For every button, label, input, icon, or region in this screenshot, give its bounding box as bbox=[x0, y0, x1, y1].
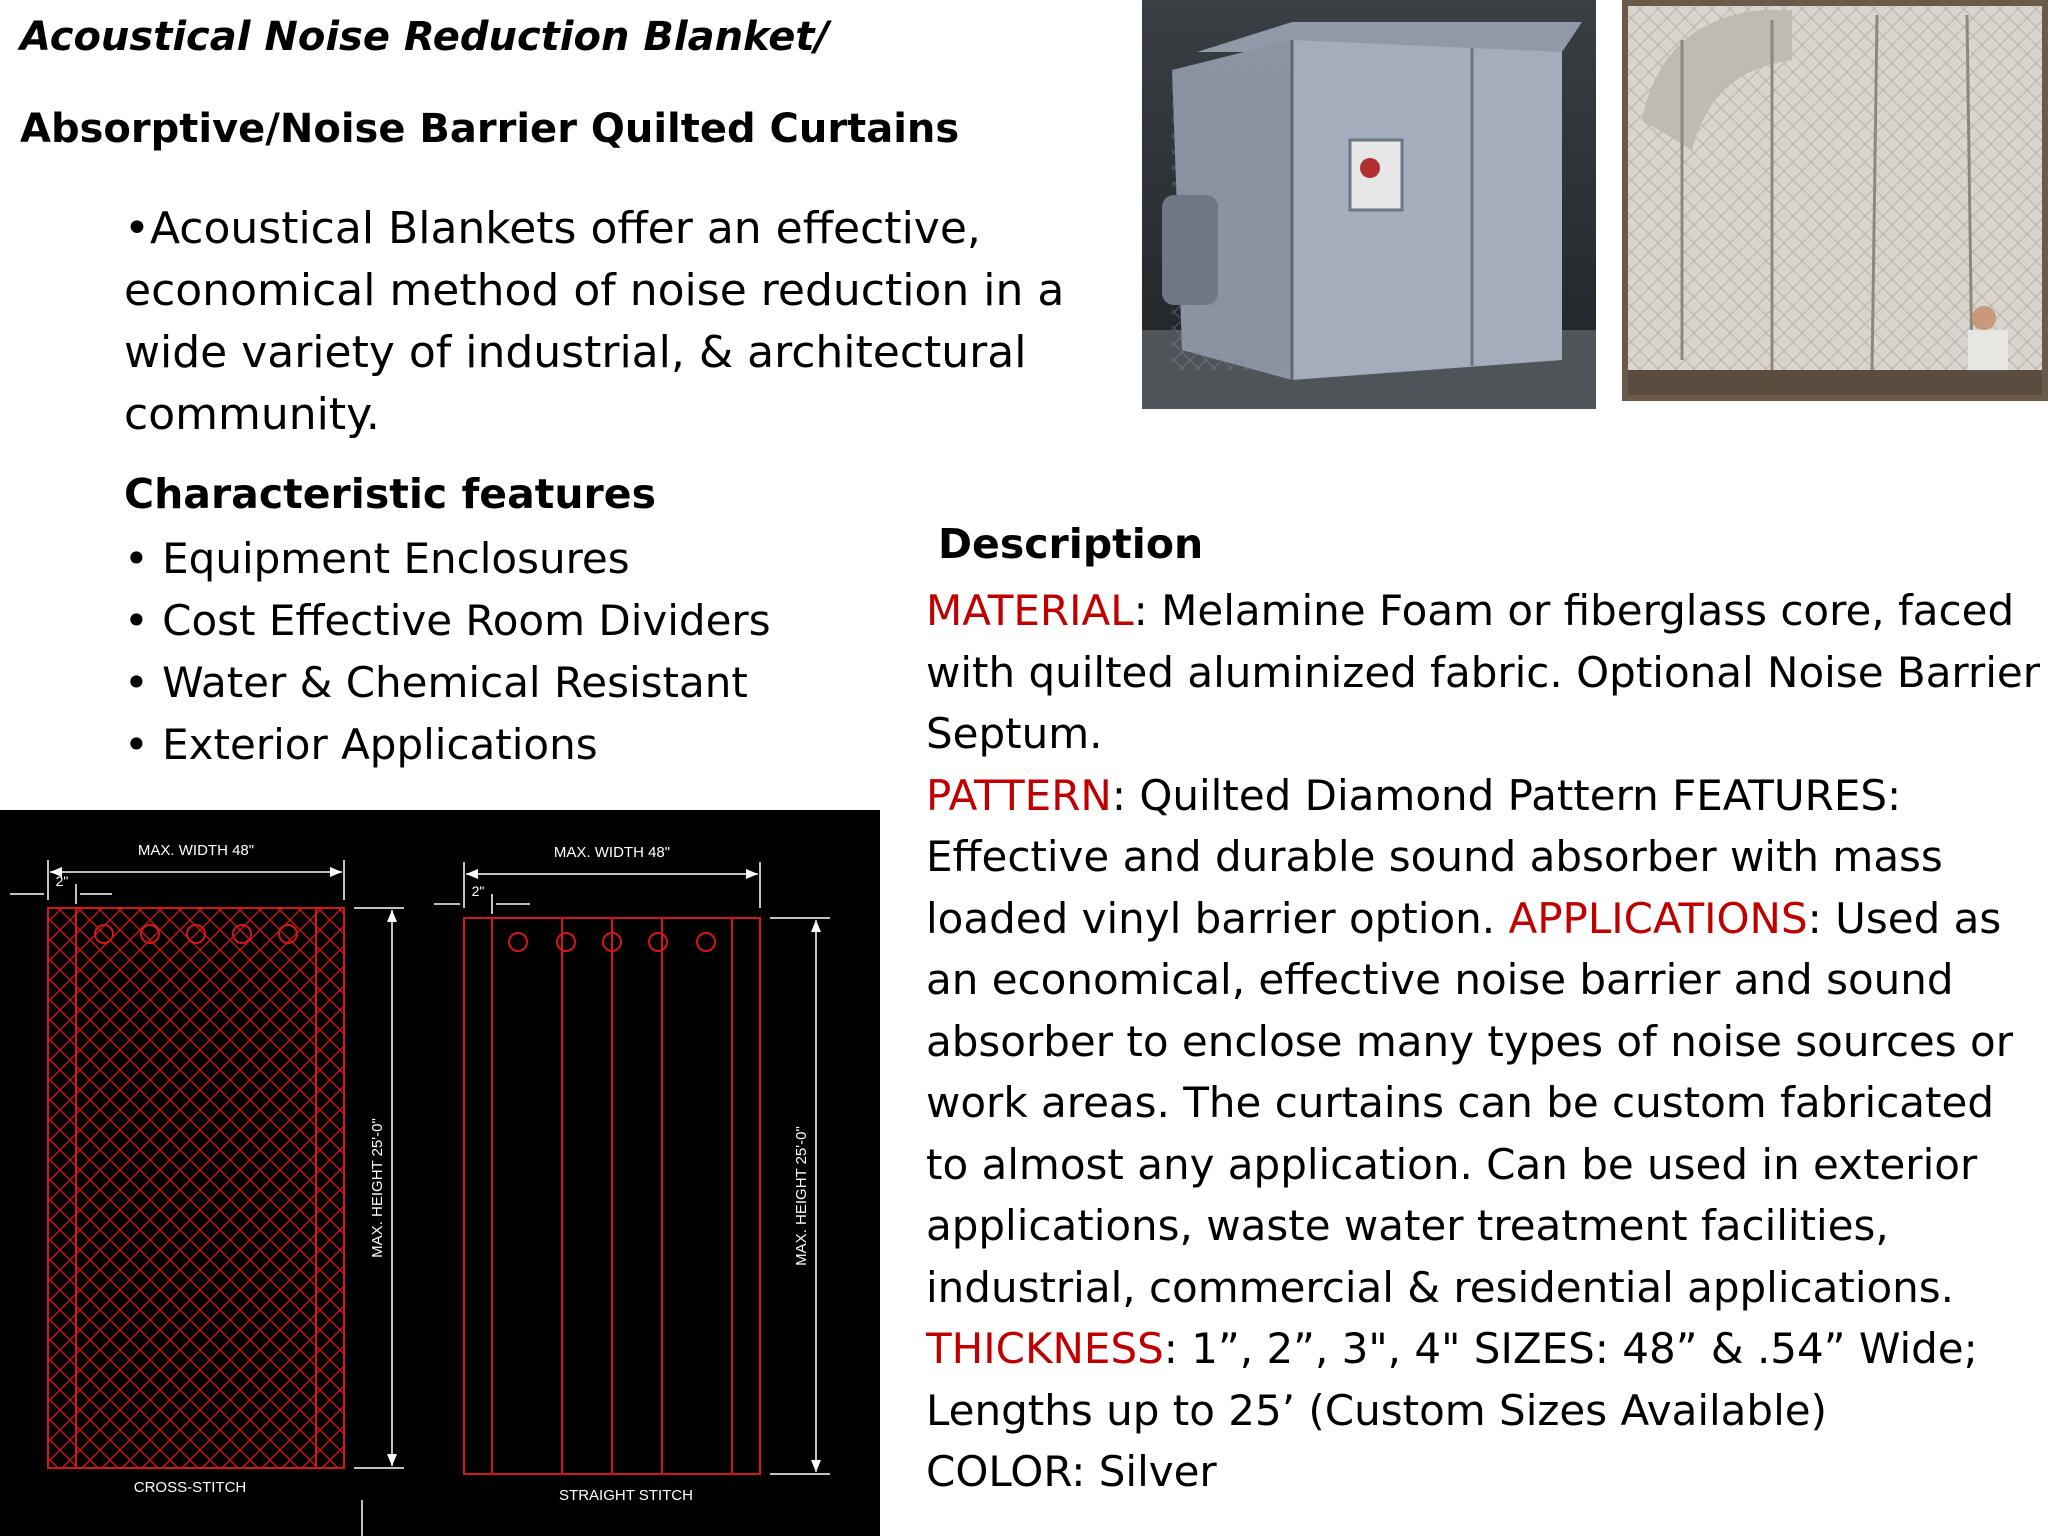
material-label: MATERIAL bbox=[926, 586, 1134, 635]
feature-item: • Equipment Enclosures bbox=[124, 534, 630, 583]
description-body bbox=[926, 580, 2046, 1503]
color-line: COLOR: Silver bbox=[926, 1447, 1217, 1496]
pattern-text: : Quilted Diamond Pattern FEATURES: Effective and durable sound absorber with mass loaded vinyl barrier option. bbox=[926, 770, 1943, 943]
right-caption: STRAIGHT STITCH bbox=[559, 1487, 693, 1504]
right-width-label: MAX. WIDTH 48" bbox=[553, 844, 671, 861]
description-heading: Description bbox=[938, 520, 1204, 568]
thickness-label: THICKNESS bbox=[926, 1324, 1164, 1373]
intro-paragraph bbox=[124, 198, 1074, 446]
intro-bullet: • bbox=[124, 203, 150, 254]
applications-text: : Used as an economical, effective noise barrier and sound absorber to enclose many types of noise sources or work areas. The curtains can be custom fabricated to almost any application. Can be used in exterior applications, waste water treatment facilities, industrial, commercial & residential applications. bbox=[926, 893, 2013, 1312]
right-gap-label: 2" bbox=[471, 883, 485, 899]
title-line-1: Acoustical Noise Reduction Blanket/ bbox=[20, 14, 830, 60]
right-height-label: MAX. HEIGHT 25'-0" bbox=[793, 1126, 810, 1266]
curtain-photo bbox=[1622, 0, 2048, 401]
thickness-text: : 1”, 2”, 3", 4" SIZES: 48” & .54” Wide; Lengths up to 25’ (Custom Sizes Available) bbox=[926, 1324, 1978, 1435]
intro-text: Acoustical Blankets offer an effective, economical method of noise reduction in a wide variety of industrial, & architectural community. bbox=[124, 203, 1065, 440]
pattern-label: PATTERN bbox=[926, 770, 1112, 820]
feature-item: • Water & Chemical Resistant bbox=[124, 658, 748, 707]
features-list bbox=[124, 528, 771, 776]
curtain-diagram bbox=[0, 810, 880, 1536]
title-line-2: Absorptive/Noise Barrier Quilted Curtains bbox=[20, 106, 960, 152]
left-caption: CROSS-STITCH bbox=[133, 1479, 247, 1496]
enclosure-photo bbox=[1142, 0, 1596, 409]
material-text: : Melamine Foam or fiberglass core, faced with quilted aluminized fabric. Optional Noise Barrier Septum. bbox=[926, 586, 2041, 758]
feature-item: • Cost Effective Room Dividers bbox=[124, 596, 771, 645]
feature-item: • Exterior Applications bbox=[124, 720, 598, 769]
features-heading: Characteristic features bbox=[124, 470, 656, 518]
left-height-label: MAX. HEIGHT 25'-0" bbox=[369, 1118, 386, 1258]
left-width-label: MAX. WIDTH 48" bbox=[137, 842, 255, 859]
cross-stitch-panel bbox=[10, 860, 404, 1468]
left-gap-label: 2" bbox=[55, 873, 69, 889]
applications-label: APPLICATIONS bbox=[1508, 893, 1808, 943]
